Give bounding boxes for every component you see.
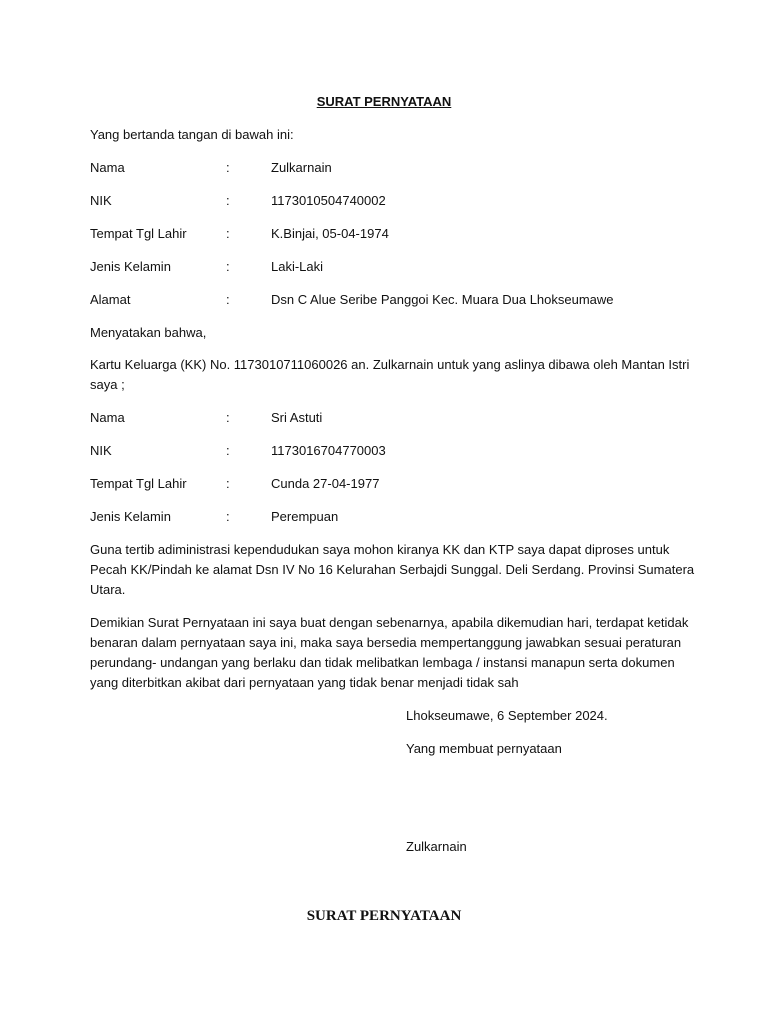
purpose-paragraph <box>90 540 695 600</box>
person1-birth-value: K.Binjai, 05-04-1974 <box>271 226 389 241</box>
kk-paragraph <box>90 355 690 395</box>
purpose-paragraph-line: Utara. <box>90 582 126 597</box>
person1-gender-colon: : <box>226 259 230 274</box>
signature-place-date: Lhokseumawe, 6 September 2024. <box>406 708 608 723</box>
person2-nik-value: 1173016704770003 <box>271 443 386 458</box>
person2-name-label: Nama <box>90 410 125 425</box>
kk-paragraph-line: Kartu Keluarga (KK) No. 1173010711060026 an. Zulkarnain untuk yang aslinya dibawa oleh Mantan Istri <box>90 357 690 372</box>
purpose-paragraph-line: Guna tertib adiministrasi kependudukan saya mohon kiranya KK dan KTP saya dapat diproses untuk <box>90 542 670 557</box>
person1-name-label: Nama <box>90 160 125 175</box>
person1-name-value: Zulkarnain <box>271 160 332 175</box>
document-title: SURAT PERNYATAAN <box>316 94 452 109</box>
person2-gender-colon: : <box>226 509 230 524</box>
person2-nik-label: NIK <box>90 443 112 458</box>
kk-paragraph-line: saya ; <box>90 377 125 392</box>
statement-text: Menyatakan bahwa, <box>90 325 207 340</box>
closing-paragraph <box>90 613 689 693</box>
person1-birth-label: Tempat Tgl Lahir <box>90 226 187 241</box>
person1-nik-value: 1173010504740002 <box>271 193 386 208</box>
person1-birth-colon: : <box>226 226 230 241</box>
person1-address-value: Dsn C Alue Seribe Panggoi Kec. Muara Dua Lhokseumawe <box>271 292 614 307</box>
signature-name: Zulkarnain <box>406 839 467 854</box>
person2-birth-colon: : <box>226 476 230 491</box>
person1-gender-label: Jenis Kelamin <box>90 259 171 274</box>
person1-name-colon: : <box>226 160 230 175</box>
closing-paragraph-line: yang diterbitkan akibat dari pernyataan yang tidak benar menjadi tidak sah <box>90 675 519 690</box>
person1-address-label: Alamat <box>90 292 131 307</box>
person2-name-colon: : <box>226 410 230 425</box>
person2-gender-value: Perempuan <box>271 509 339 524</box>
person1-nik-colon: : <box>226 193 230 208</box>
next-page-title: SURAT PERNYATAAN <box>306 908 462 924</box>
closing-paragraph-line: benaran dalam pernyataan saya ini, maka saya bersedia mempertanggung jawabkan sesuai peraturan <box>90 635 682 650</box>
person2-birth-label: Tempat Tgl Lahir <box>90 476 187 491</box>
signature-maker-label: Yang membuat pernyataan <box>406 741 562 756</box>
person2-name-value: Sri Astuti <box>271 410 323 425</box>
closing-paragraph-line: Demikian Surat Pernyataan ini saya buat dengan sebenarnya, apabila dikemudian hari, terdapat ketidak <box>90 615 689 630</box>
intro-text: Yang bertanda tangan di bawah ini: <box>90 127 294 142</box>
person2-nik-colon: : <box>226 443 230 458</box>
person1-nik-label: NIK <box>90 193 112 208</box>
person2-birth-value: Cunda 27-04-1977 <box>271 476 380 491</box>
person2-gender-label: Jenis Kelamin <box>90 509 171 524</box>
purpose-paragraph-line: Pecah KK/Pindah ke alamat Dsn IV No 16 Kelurahan Serbajdi Sunggal. Deli Serdang. Provinsi Sumatera <box>90 562 695 577</box>
closing-paragraph-line: perundang- undangan yang berlaku dan tidak melibatkan lembaga / instansi manapun serta dokumen <box>90 655 675 670</box>
person1-gender-value: Laki-Laki <box>271 259 324 274</box>
person1-address-colon: : <box>226 292 230 307</box>
